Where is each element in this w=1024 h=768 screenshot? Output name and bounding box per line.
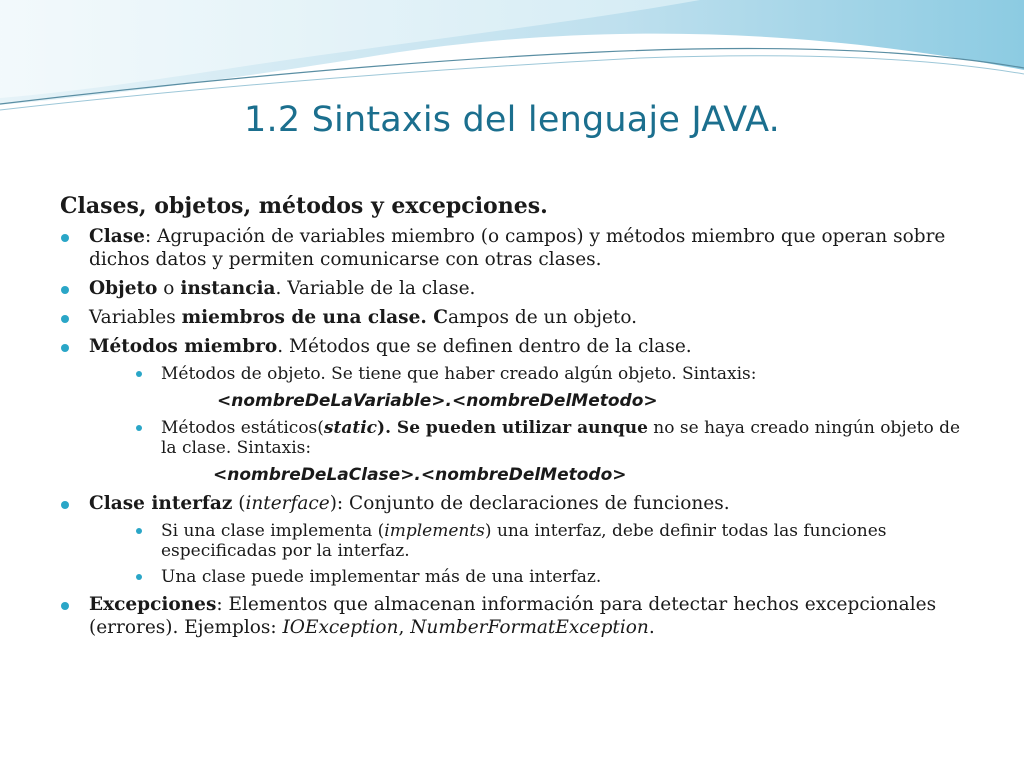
interfaz-open: ( (232, 493, 246, 514)
section-heading: Clases, objetos, métodos y excepciones. (60, 193, 548, 219)
subbullet-multiple-interfaces (60, 567, 970, 587)
bullet-excepciones (60, 593, 970, 639)
bullet-metodos (60, 335, 970, 358)
bullet-dot-icon (61, 234, 69, 242)
bullet-dot-icon (61, 344, 69, 352)
bullet-list (60, 225, 970, 639)
bullet-objeto (60, 277, 970, 300)
bullet-dot-icon (61, 315, 69, 323)
bullet-dot-icon (136, 371, 142, 377)
slide-content (60, 193, 970, 645)
term-excepciones: Excepciones (89, 594, 217, 615)
variables-text-end: ampos de un objeto. (447, 307, 638, 328)
objeto-text: . Variable de la clase. (275, 278, 476, 299)
term-implements: implements (384, 521, 485, 541)
excepciones-text: : Elementos que almacenan información para detectar hechos excepcionales (errores). Ejemplos: (89, 594, 937, 638)
subbullet-implements (60, 521, 970, 561)
objeto-connector: o (157, 278, 181, 299)
bullet-variables (60, 306, 970, 329)
slide-title: 1.2 Sintaxis del lenguaje JAVA. (244, 100, 780, 140)
implements-text-end: ) una interfaz, debe definir todas las funciones especificadas por la interfaz. (161, 521, 887, 561)
examples-separator: , (398, 617, 411, 638)
multiple-interfaces-text: Una clase puede implementar más de una interfaz. (161, 567, 602, 587)
term-static: static (323, 418, 378, 438)
code-syntax-estaticos: <nombreDeLaClase>.<nombreDelMetodo> (213, 465, 627, 485)
term-metodos-miembro: Métodos miembro (89, 336, 278, 357)
implements-text: Si una clase implementa ( (161, 521, 385, 541)
clase-text: : Agrupación de variables miembro (o campos) y métodos miembro que operan sobre dichos datos y permiten comunicarse con otras clases. (89, 226, 946, 270)
term-clase: Clase (89, 226, 145, 247)
bullet-dot-icon (136, 574, 142, 580)
estaticos-text: Métodos estáticos( (161, 418, 324, 438)
estaticos-text-end: no se haya creado ningún objeto de la clase. Sintaxis: (161, 418, 961, 458)
metodos-text: . Métodos que se definen dentro de la clase. (277, 336, 692, 357)
bullet-dot-icon (136, 425, 142, 431)
interfaz-text: ): Conjunto de declaraciones de funciones. (329, 493, 730, 514)
example-numberformatexception: NumberFormatException (410, 617, 649, 638)
bullet-interfaz (60, 492, 970, 515)
subbullet-metodos-objeto (60, 364, 970, 384)
term-interface: interface (245, 493, 330, 514)
metodos-objeto-text: Métodos de objeto. Se tiene que haber creado algún objeto. Sintaxis: (161, 364, 757, 384)
bullet-dot-icon (61, 286, 69, 294)
term-clase-interfaz: Clase interfaz (89, 493, 233, 514)
code-syntax-objeto: <nombreDeLaVariable>.<nombreDelMetodo> (217, 391, 658, 411)
bullet-dot-icon (61, 602, 69, 610)
example-ioexception: IOException (282, 617, 399, 638)
variables-text: Variables (89, 307, 182, 328)
bullet-dot-icon (61, 501, 69, 509)
term-miembros: miembros de una clase. C (181, 307, 448, 328)
estaticos-bold-text: ). Se pueden utilizar aunque (377, 418, 648, 438)
bullet-dot-icon (136, 528, 142, 534)
subbullet-metodos-estaticos (60, 418, 970, 458)
examples-end: . (648, 617, 655, 638)
bullet-clase (60, 225, 970, 271)
term-objeto: Objeto (89, 278, 158, 299)
term-instancia: instancia (180, 278, 276, 299)
